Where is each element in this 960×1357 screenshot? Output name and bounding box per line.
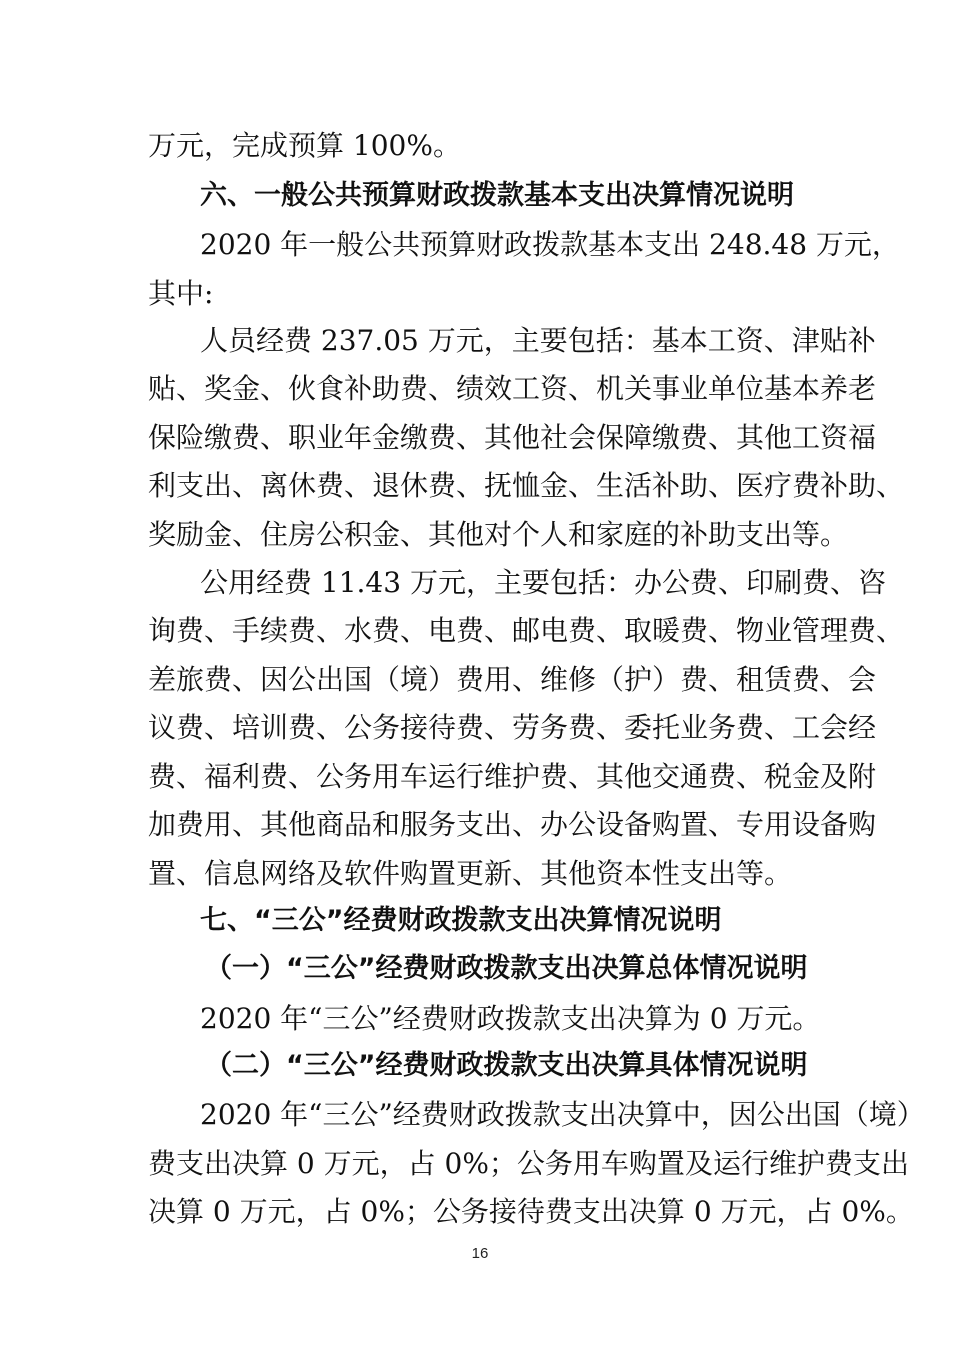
section-heading-6: 六、一般公共预算财政拨款基本支出决算情况说明 [200,180,794,211]
paragraph-line: 贴、奖金、伙食补助费、绩效工资、机关事业单位基本养老 [148,372,877,405]
page-number: 16 [471,1245,489,1262]
paragraph-line: 利支出、离休费、退休费、抚恤金、生活补助、医疗费补助、 [148,469,905,502]
paragraph-line: 保险缴费、职业年金缴费、其他社会保障缴费、其他工资福 [148,421,877,454]
subsection-heading-2: （二）“三公”经费财政拨款支出决算具体情况说明 [205,1050,808,1081]
paragraph-line: 奖励金、住房公积金、其他对个人和家庭的补助支出等。 [148,518,849,551]
section-heading-7: 七、“三公”经费财政拨款支出决算情况说明 [200,905,722,936]
paragraph-line: 差旅费、因公出国（境）费用、维修（护）费、租赁费、会 [148,663,877,696]
paragraph-line: 决算 0 万元，占 0%；公务接待费支出决算 0 万元，占 0%。 [148,1195,914,1228]
paragraph-line: 2020 年一般公共预算财政拨款基本支出 248.48 万元， [200,228,900,261]
paragraph-line: 费支出决算 0 万元，占 0%；公务用车购置及运行维护费支出 [148,1147,909,1180]
paragraph-line: 询费、手续费、水费、电费、邮电费、取暖费、物业管理费、 [148,614,905,647]
paragraph-line: 议费、培训费、公务接待费、劳务费、委托业务费、工会经 [148,711,877,744]
paragraph-line: 置、信息网络及软件购置更新、其他资本性支出等。 [148,857,793,890]
subsection-heading-1: （一）“三公”经费财政拨款支出决算总体情况说明 [205,953,808,984]
paragraph-line: 万元，完成预算 100%。 [148,129,461,162]
paragraph-line: 费、福利费、公务用车运行维护费、其他交通费、税金及附 [148,760,877,793]
paragraph-line: 2020 年“三公”经费财政拨款支出决算为 0 万元。 [200,1002,821,1035]
paragraph-line: 加费用、其他商品和服务支出、办公设备购置、专用设备购 [148,808,877,841]
paragraph-line: 2020 年“三公”经费财政拨款支出决算中，因公出国（境） [200,1098,925,1131]
paragraph-line: 其中: [148,277,214,310]
paragraph-line: 人员经费 237.05 万元，主要包括：基本工资、津贴补 [200,324,876,357]
paragraph-line: 公用经费 11.43 万元，主要包括：办公费、印刷费、咨 [200,566,886,599]
